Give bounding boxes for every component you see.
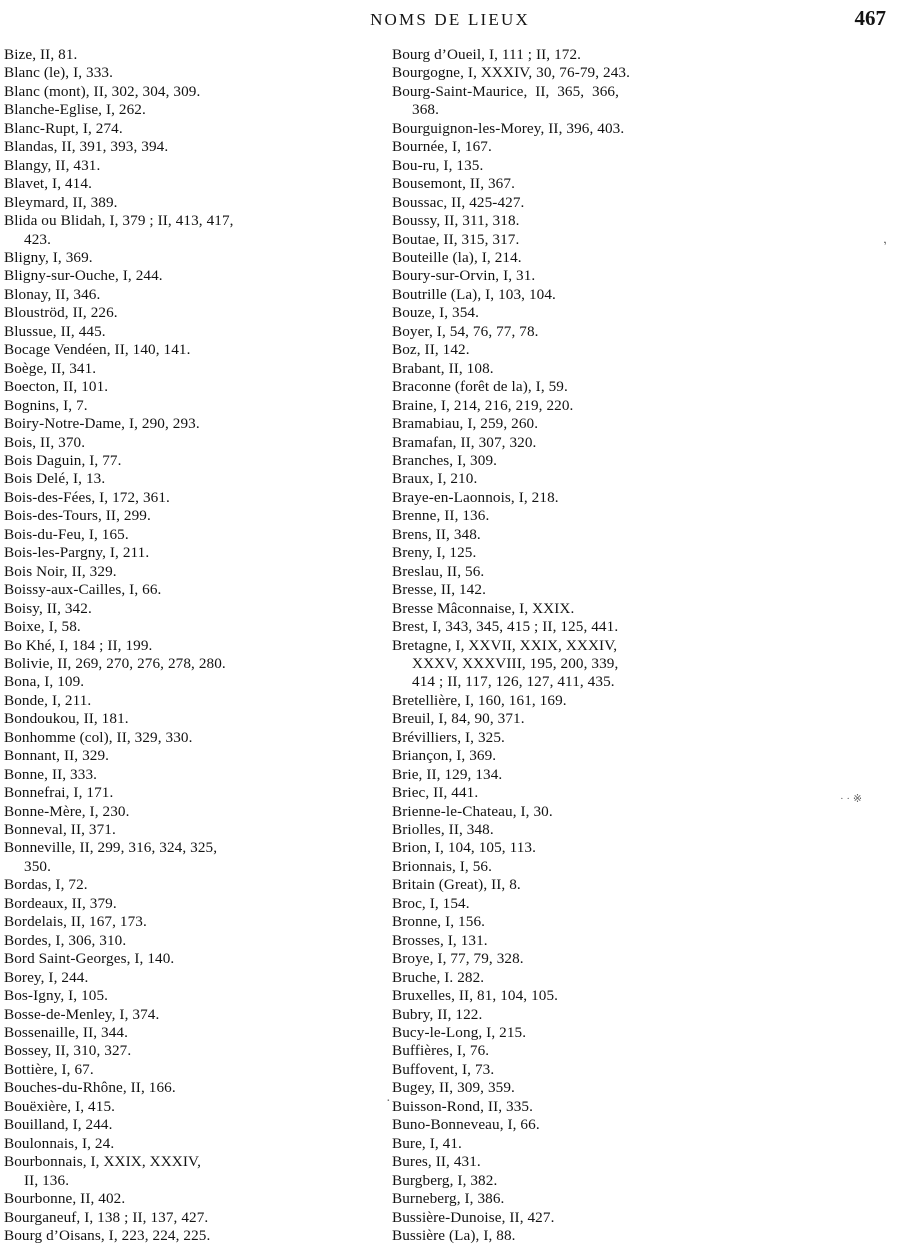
index-entry: Bois Noir, II, 329. <box>4 562 117 580</box>
index-entry: Bosse-de-Menley, I, 374. <box>4 1005 160 1023</box>
index-entry: Bordas, I, 72. <box>4 876 88 894</box>
index-entry: Bouze, I, 354. <box>392 304 480 322</box>
index-entry: Bona, I, 109. <box>4 673 85 691</box>
index-entry: Bois-du-Feu, I, 165. <box>4 525 129 543</box>
index-entry: Bouteille (la), I, 214. <box>392 248 522 266</box>
index-entry: Boisy, II, 342. <box>4 599 92 617</box>
index-entry: Brenne, II, 136. <box>392 507 490 525</box>
index-entry: Branches, I, 309. <box>392 451 498 469</box>
index-columns <box>0 46 900 1245</box>
index-entry: Bourg d’Oisans, I, 223, 224, 225. <box>4 1227 211 1244</box>
index-entry: Bos-Igny, I, 105. <box>4 987 109 1005</box>
index-column-right <box>392 46 772 1245</box>
index-entry: 368. <box>412 101 439 119</box>
index-entry: Brabant, II, 108. <box>392 359 494 377</box>
index-entry: Blavet, I, 414. <box>4 175 92 193</box>
page-number: 467 <box>854 6 886 30</box>
index-entry: Bois-des-Tours, II, 299. <box>4 507 151 525</box>
index-entry: Bonne, II, 333. <box>4 765 98 783</box>
index-entry: Bo Khé, I, 184 ; II, 199. <box>4 636 153 654</box>
index-entry: Bossey, II, 310, 327. <box>4 1042 132 1060</box>
index-entry: Bussière (La), I, 88. <box>392 1227 516 1244</box>
index-entry: Blanc (mont), II, 302, 304, 309. <box>4 82 201 100</box>
index-entry: Bognins, I, 7. <box>4 396 88 414</box>
index-entry: Bocage Vendéen, II, 140, 141. <box>4 341 191 359</box>
index-entry: Bourbonne, II, 402. <box>4 1190 126 1208</box>
index-entry: Blida ou Blidah, I, 379 ; II, 413, 417, <box>4 212 234 230</box>
index-entry: Boury-sur-Orvin, I, 31. <box>392 267 536 285</box>
index-entry: 414 ; II, 117, 126, 127, 411, 435. <box>412 673 615 691</box>
index-entry: Bourbonnais, I, XXIX, XXXIV, <box>4 1153 201 1171</box>
index-entry: Boutae, II, 315, 317. <box>392 230 520 248</box>
index-entry: Blouströd, II, 226. <box>4 304 118 322</box>
index-entry: Bugey, II, 309, 359. <box>392 1079 515 1097</box>
index-entry: Boussac, II, 425-427. <box>392 193 525 211</box>
index-entry: Boixe, I, 58. <box>4 618 81 636</box>
index-entry: Braye-en-Laonnois, I, 218. <box>392 488 559 506</box>
index-entry: Bonde, I, 211. <box>4 691 92 709</box>
index-entry: Bois, II, 370. <box>4 433 86 451</box>
index-entry: Blonay, II, 346. <box>4 285 101 303</box>
index-entry: II, 136. <box>24 1171 70 1189</box>
index-entry: Brionnais, I, 56. <box>392 857 492 875</box>
index-entry: Bretellière, I, 160, 161, 169. <box>392 691 567 709</box>
index-entry: Broye, I, 77, 79, 328. <box>392 950 524 968</box>
index-entry: Brosses, I, 131. <box>392 931 488 949</box>
index-entry: Bouches-du-Rhône, II, 166. <box>4 1079 176 1097</box>
index-entry: XXXV, XXXVIII, 195, 200, 339, <box>412 654 619 672</box>
index-entry: Buisson-Rond, II, 335. <box>392 1097 534 1115</box>
index-entry: Boussy, II, 311, 318. <box>392 212 520 230</box>
index-entry: Briolles, II, 348. <box>392 821 494 839</box>
index-entry: Bordeaux, II, 379. <box>4 894 117 912</box>
index-entry: Brienne-le-Chateau, I, 30. <box>392 802 553 820</box>
index-entry: 423. <box>24 230 51 248</box>
index-entry: Braine, I, 214, 216, 219, 220. <box>392 396 574 414</box>
index-entry: Bramabiau, I, 259, 260. <box>392 415 539 433</box>
index-entry: Bonneville, II, 299, 316, 324, 325, <box>4 839 218 857</box>
index-entry: Bretagne, I, XXVII, XXIX, XXXIV, <box>392 636 618 654</box>
index-entry: Bligny, I, 369. <box>4 248 93 266</box>
index-entry: Boiry-Notre-Dame, I, 290, 293. <box>4 415 200 433</box>
index-entry: Blanc (le), I, 333. <box>4 64 114 82</box>
index-entry: Bligny-sur-Ouche, I, 244. <box>4 267 163 285</box>
index-entry: Bourg d’Oueil, I, 111 ; II, 172. <box>392 46 582 63</box>
index-entry: Buno-Bonneveau, I, 66. <box>392 1116 540 1134</box>
index-entry: Bossenaille, II, 344. <box>4 1024 129 1042</box>
margin-mark-icon: ’ <box>881 237 891 254</box>
index-entry: Bois Daguin, I, 77. <box>4 451 122 469</box>
index-entry: Bronne, I, 156. <box>392 913 486 931</box>
index-entry: Buffovent, I, 73. <box>392 1060 495 1078</box>
index-entry: Breuil, I, 84, 90, 371. <box>392 710 525 728</box>
margin-squiggle-icon: · · ※ <box>840 793 863 805</box>
index-entry: Breslau, II, 56. <box>392 562 485 580</box>
index-entry: Bois-des-Fées, I, 172, 361. <box>4 488 170 506</box>
index-entry: Boyer, I, 54, 76, 77, 78. <box>392 322 539 340</box>
index-entry: Brévilliers, I, 325. <box>392 728 505 746</box>
index-entry: Bussière-Dunoise, II, 427. <box>392 1208 555 1226</box>
index-entry: Breny, I, 125. <box>392 544 477 562</box>
index-entry: Bondoukou, II, 181. <box>4 710 129 728</box>
index-entry: Boissy-aux-Cailles, I, 66. <box>4 581 162 599</box>
index-entry: Bruxelles, II, 81, 104, 105. <box>392 987 559 1005</box>
index-entry: Bord Saint-Georges, I, 140. <box>4 950 175 968</box>
index-entry: Britain (Great), II, 8. <box>392 876 521 894</box>
index-column-left <box>4 46 384 1245</box>
index-entry: Bourganeuf, I, 138 ; II, 137, 427. <box>4 1208 209 1226</box>
index-entry: Broc, I, 154. <box>392 894 470 912</box>
index-entry: Borey, I, 244. <box>4 968 89 986</box>
index-entry: Bottière, I, 67. <box>4 1060 94 1078</box>
index-entry: Boecton, II, 101. <box>4 378 109 396</box>
index-entry: Blussue, II, 445. <box>4 322 106 340</box>
index-entry: Braux, I, 210. <box>392 470 478 488</box>
index-entry: Buffières, I, 76. <box>392 1042 490 1060</box>
index-entry: Bure, I, 41. <box>392 1134 462 1152</box>
index-entry: 350. <box>24 857 51 875</box>
index-entry: Bouëxière, I, 415. <box>4 1097 116 1115</box>
index-entry: Brens, II, 348. <box>392 525 481 543</box>
index-entry: Bucy-le-Long, I, 215. <box>392 1024 527 1042</box>
index-entry: Brie, II, 129, 134. <box>392 765 503 783</box>
index-entry: Bresse Mâconnaise, I, XXIX. <box>392 599 575 617</box>
index-entry: Boulonnais, I, 24. <box>4 1134 115 1152</box>
index-entry: Bonne-Mère, I, 230. <box>4 802 130 820</box>
index-entry: Bures, II, 431. <box>392 1153 481 1171</box>
index-entry: Bubry, II, 122. <box>392 1005 483 1023</box>
index-entry: Burneberg, I, 386. <box>392 1190 505 1208</box>
margin-dot-icon: · <box>386 1094 391 1109</box>
index-entry: Blanche-Eglise, I, 262. <box>4 101 146 119</box>
index-entry: Bousemont, II, 367. <box>392 175 515 193</box>
index-entry: Brion, I, 104, 105, 113. <box>392 839 537 857</box>
index-entry: Blandas, II, 391, 393, 394. <box>4 138 169 156</box>
index-entry: Bou-ru, I, 135. <box>392 156 484 174</box>
index-entry: Burgberg, I, 382. <box>392 1171 498 1189</box>
index-entry: Bourguignon-les-Morey, II, 396, 403. <box>392 119 625 137</box>
index-entry: Boz, II, 142. <box>392 341 470 359</box>
index-entry: Bolivie, II, 269, 270, 276, 278, 280. <box>4 654 226 672</box>
index-entry: Bonhomme (col), II, 329, 330. <box>4 728 193 746</box>
index-entry: Braconne (forêt de la), I, 59. <box>392 378 568 396</box>
index-entry: Bleymard, II, 389. <box>4 193 118 211</box>
index-entry: Boutrille (La), I, 103, 104. <box>392 285 556 303</box>
index-entry: Bordelais, II, 167, 173. <box>4 913 147 931</box>
index-page <box>0 6 900 1253</box>
index-entry: Brest, I, 343, 345, 415 ; II, 125, 441. <box>392 618 619 636</box>
index-entry: Bordes, I, 306, 310. <box>4 931 127 949</box>
index-entry: Bournée, I, 167. <box>392 138 492 156</box>
index-entry: Boège, II, 341. <box>4 359 97 377</box>
index-entry: Bonnefrai, I, 171. <box>4 784 114 802</box>
index-entry: Blanc-Rupt, I, 274. <box>4 119 123 137</box>
index-entry: Bruche, I. 282. <box>392 968 485 986</box>
index-entry: Blangy, II, 431. <box>4 156 101 174</box>
index-entry: Bonneval, II, 371. <box>4 821 116 839</box>
index-entry: Briec, II, 441. <box>392 784 479 802</box>
index-entry: Bramafan, II, 307, 320. <box>392 433 537 451</box>
index-entry: Bois-les-Pargny, I, 211. <box>4 544 150 562</box>
page-title: NOMS DE LIEUX <box>370 10 530 29</box>
index-entry: Briançon, I, 369. <box>392 747 497 765</box>
index-entry: Bois Delé, I, 13. <box>4 470 106 488</box>
page-header <box>0 6 900 40</box>
index-entry: Bresse, II, 142. <box>392 581 486 599</box>
index-entry: Bonnant, II, 329. <box>4 747 110 765</box>
index-entry: Bize, II, 81. <box>4 46 78 63</box>
index-entry: Bouilland, I, 244. <box>4 1116 113 1134</box>
index-entry: Bourg-Saint-Maurice, II, 365, 366, <box>392 82 619 100</box>
index-entry: Bourgogne, I, XXXIV, 30, 76-79, 243. <box>392 64 631 82</box>
